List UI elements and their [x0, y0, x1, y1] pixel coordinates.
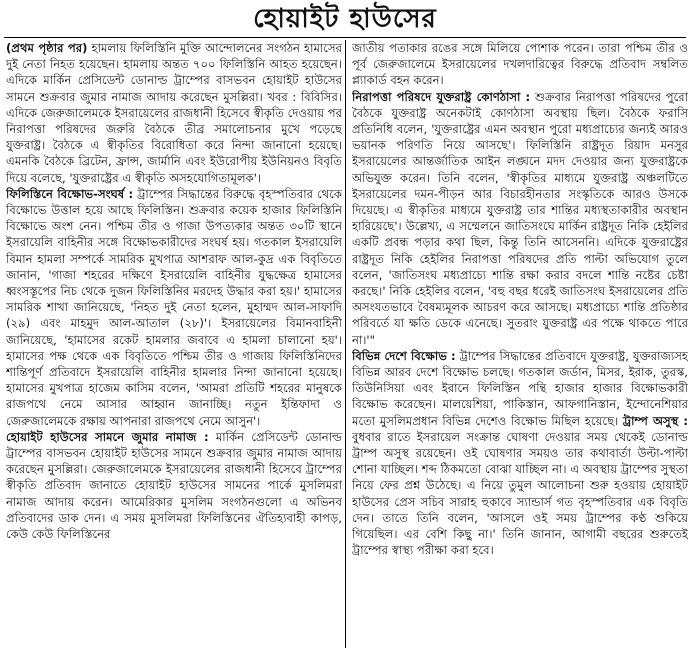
subheading-jumma-prayer: হোয়াইট হাউসের সামনে জুমার নামাজ :: [6, 429, 209, 444]
paragraph-text: ট্রাম্পের সিদ্ধান্তের বিরুদ্ধে বৃহস্পতিবার থেকে বিক্ষোভে উত্তাল হয়ে আছে ফিলিস্তিন। শুক্রবার কয়েক হাজার ফিলিস্তিনি বিক্ষোভে অংশ নেন। পশ্চিম তীর ও গাজা উপত্যকার অন্তত ৩০টি স্থানে ইসরায়েলি বাহিনীর সঙ্গে বিক্ষোভকারীদের সংঘর্ষ হয়। গতকাল ইসরায়েলি বিমান হামলা সম্পর্কে সামরিক মুখপাত্র আশরাফ আল-কুদ্র এক বিবৃতিতে জানান, 'গাজা শহরের দক্ষিণে ইসরায়েলি বাহিনীর যুদ্ধক্ষেত্র হামাসের ধ্বংসস্তূপের নিচ থেকে দুজন ফিলিস্তিনির মরদেহ উদ্ধার করা হয়।' হামাসের সামরিক শাখা জানিয়েছে, 'নিহত দুই নেতা হলেন, মুহাম্মদ আল-সাফাদি (২৯) এবং মাহমুদ আল-আতাল (২৮)'। ইসরায়েলের বিমানবাহিনী জানিয়েছে, 'হামাসের রকেট হামলার জবাবে এ হামলা চালানো হয়'। হামাসের পক্ষ থেকে এক বিবৃতিতে পশ্চিম তীর ও গাজায় ফিলিস্তিনিদের শান্তিপূর্ণ প্রতিবাদে ইসরায়েলি বাহিনীর হামলার নিন্দা জানানো হয়েছে। হামাসের মুখপাত্র হাজেম কাসিম বলেন, 'আমরা প্রতিটি শহরের মানুষকে রাজপথে নেমে আসার আহ্বান জানাচ্ছি। নতুন ইন্তিফাদা ও জেরুজালেমকে রক্ষায় আপনারা রাজপথে নেমে আসুন'।: [6, 186, 342, 428]
right-paragraph-2: [352, 89, 688, 348]
left-paragraph-1: [6, 40, 342, 186]
page-continuation-label: (প্রথম পৃষ্ঠার পর): [6, 41, 88, 55]
left-paragraph-3: [6, 429, 342, 542]
left-column: [6, 40, 342, 650]
subheading-protest-clash: ফিলিস্তিনে বিক্ষোভ-সংঘর্ষ :: [6, 186, 134, 201]
paragraph-text: বুধবার রাতে ইসরায়েল সংক্রান্ত ঘোষণা দেওয়ার সময় থেকেই ডোনাল্ড ট্রাম্প অসুস্থ রয়েছেন। ওই ঘোষণার সময়ও তার কথাবার্তা উল্টা-পাল্টা শোনা যাচ্ছিল। শব্দ ঠিকমতো বোঝা যাচ্ছিল না। এ অবস্থায় ট্রাম্পের সুস্থতা নিয়ে ফের প্রশ্ন উঠেছে। এ নিয়ে তুমুল আলোচনা শুরু হওয়ায় হোয়াইট হাউসের প্রেস সচিব সারাহ হুকাবে স্যান্ডার্স গত বৃহস্পতিবার এক বিবৃতি দেন। তাতে তিনি বলেন, 'আসলে ওই সময় ট্রাম্পের কণ্ঠ শুকিয়ে গিয়েছিল। এর বেশি কিছু না।' তিনি জানান, আগামী বছরের শুরুতেই ট্রাম্পের স্বাস্থ্য পরীক্ষা করা হবে।: [352, 429, 688, 558]
paragraph-text: জাতীয় পতাকার রঙের সঙ্গে মিলিয়ে পোশাক পরেন। তারা পশ্চিম তীর ও পূর্ব জেরুজালেমে ইসরায়েলের দখলদারিত্বের বিরুদ্ধে প্রতিবাদ সম্বলিত প্ল্যাকার্ড বহন করেন।: [352, 41, 688, 88]
right-paragraph-1: [352, 40, 688, 89]
headline-rule: [4, 37, 686, 38]
subheading-protests-countries: বিভিন্ন দেশে বিক্ষোভ :: [352, 348, 456, 363]
left-paragraph-2: [6, 186, 342, 429]
subheading-trump-ill: ট্রাম্প অসুস্থ :: [622, 413, 688, 428]
paragraph-text: হামলায় ফিলিস্তিনি মুক্তি আন্দোলনের সংগঠন হামাসের দুই নেতা নিহত হয়েছেন। হামলায় অন্তত ৭০০ ফিলিস্তিনি আহত হয়েছেন। এদিকে মার্কিন প্রেসিডেন্ট ডোনাল্ড ট্রাম্পের বাসভবন হোয়াইট হাউসের সামনে শুক্রবার জুমার নামাজ আদায় করেছেন মুসল্লিরা। খবর : বিবিসির। এদিকে জেরুজালেমকে ইসরায়েলের রাজধানী হিসেবে স্বীকৃতি দেওয়ায় পর নিরাপত্তা পরিষদের জরুরি বৈঠকে তীব্র সমালোচনার মুখে পড়েছে যুক্তরাষ্ট্র। বৈঠকে এ স্বীকৃতির বিরোধিতা করে নিন্দা জানানো হয়েছে। এমনকি বৈঠকে ব্রিটেন, ফ্রান্স, জার্মানি এবং ইউরোপীয় ইউনিয়নও বিবৃতি দিয়ে বলেছে, 'যুক্তরাষ্ট্রের এ স্বীকৃতি অসহযোগিতামূলক'।: [6, 41, 342, 185]
right-paragraph-3: [352, 348, 688, 559]
paragraph-text: মার্কিন প্রেসিডেন্ট ডোনাল্ড ট্রাম্পের বাসভবন হোয়াইট হাউসের সামনে শুক্রবার জুমার নামাজ আদায় করেছেন মুসল্লিরা। জেরুজালেমকে ইসরায়েলের রাজধানী হিসেবে ট্রাম্পের স্বীকৃতি প্রতিবাদ জানাতে হোয়াইট হাউসের সামনের পার্কে মুসলিমরা নামাজ আদায় করেন। আমেরিকার মুসলিম সংগঠনগুলো এ অভিনব প্রতিবাদের ডাক দেন। এ সময় মুসলিমরা ফিলিস্তিনের ঐতিহ্যবাহী কাপড়, কেউ কেউ ফিলিস্তিনের: [6, 429, 342, 542]
paragraph-text: শুক্রবার নিরাপত্তা পরিষদের পুরো বৈঠকে যুক্তরাষ্ট্র অনেকটাই কোণঠাসা অবস্থায় ছিল। বৈঠকে ফরাসি প্রতিনিধি বলেন, 'যুক্তরাষ্ট্রের এমন অবস্থান পুরো মধ্যপ্রাচ্যের জন্যই আরও ভয়ানক পরিণতি নিয়ে আসছে'। ফিলিস্তিনি রাষ্ট্রদূত রিয়াদ মনসুর ইসরায়েলের আন্তর্জাতিক আইন লঙ্ঘনে মদদ দেওয়ার জন্য যুক্তরাষ্ট্রকে অভিযুক্ত করেন। তিনি বলেন, 'স্বীকৃতির মাধ্যমে যুক্তরাষ্ট্র অঞ্চলটিতে ইসরায়েলের দমন-পীড়ন আর বিচারহীনতার সংস্কৃতিকে আরও উসকে দিয়েছে। এ স্বীকৃতির মাধ্যমে যুক্তরাষ্ট্র তার শান্তির মধ্যস্থতাকারীর অবস্থান হারিয়েছে'। উল্লেখ্য, এ সম্মেলনে জাতিসংঘে মার্কিন রাষ্ট্রদূত নিকি হেইলির একটি প্রবন্ধ পড়ার কথা ছিল, কিন্তু তিনি আসেননি। এদিকে যুক্তরাষ্ট্রের রাষ্ট্রদূত নিকি হেইলির নিরাপত্তা পরিষদের প্রতি পাল্টা অভিযোগ তুলে বলেন, 'জাতিসংঘ মধ্যপ্রাচ্যে শান্তি রক্ষা করার বদলে শান্তি নষ্টের চেষ্টা করছে।' নিকি হেইলির বলেন, 'বহু বছর ধরেই জাতিসংঘ ইসরায়েলের প্রতি অসংযতভাবে বৈষম্যমূলক আচরণ করে আসছে। মধ্যপ্রাচ্যে শান্তি প্রতিষ্ঠার পরিবর্তে যা ক্ষতি ডেকে এনেছে। সুতরাং যুক্তরাষ্ট্র এর পক্ষে থাকতে পারে না।'": [352, 89, 688, 347]
headline: হোয়াইট হাউসের: [253, 4, 437, 34]
subheading-security-council: নিরাপত্তা পরিষদে যুক্তরাষ্ট্র কোণঠাসা :: [352, 89, 531, 104]
column-divider: [345, 40, 346, 648]
paragraph-text: ট্রাম্পের সিদ্ধান্তের প্রতিবাদে যুক্তরাষ্ট্র, যুক্তরাজ্যসহ বিভিন্ন আরব দেশে বিক্ষোভ চলছে। গতকাল জর্ডান, মিসর, ইরাক, তুরস্ক, তিউনিসিয়া এবং ইরানে ফিলিস্তিন পন্থি হাজার হাজার বিক্ষোভকারী বিক্ষোভ করেছেন। মালয়েশিয়া, পাকিস্তান, আফগানিস্তান, ইন্দোনেশিয়ার মতো মুসলিমপ্রধান বিভিন্ন দেশেও বিক্ষোভ মিছিল হয়েছে।: [352, 348, 688, 428]
right-column: [352, 40, 688, 650]
